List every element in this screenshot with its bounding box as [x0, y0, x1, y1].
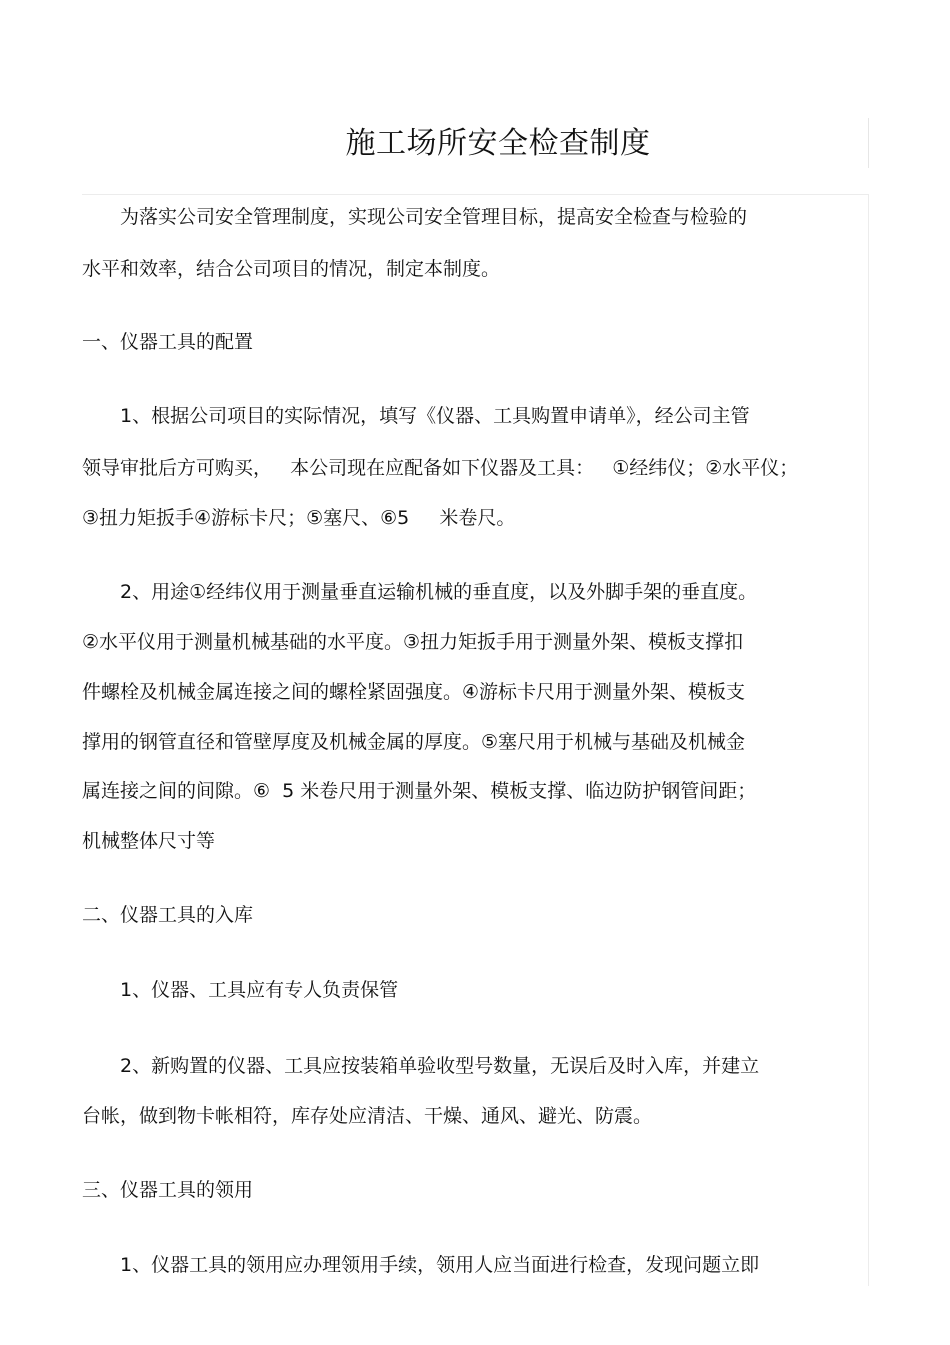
intro-line-1: 为落实公司安全管理制度，实现公司安全管理目标，提高安全检查与检验的: [120, 206, 748, 228]
paragraph-line: ③扭力矩扳手④游标卡尺；⑤塞尺、⑥5 米卷尺。: [82, 507, 516, 529]
paragraph-line: 台帐，做到物卡帐相符，库存处应清洁、干燥、通风、避光、防震。: [82, 1105, 653, 1127]
intro-line-2: 水平和效率，结合公司项目的情况，制定本制度。: [82, 258, 501, 280]
paragraph-line: 2、新购置的仪器、工具应按装箱单验收型号数量，无误后及时入库，并建立: [120, 1055, 760, 1077]
paragraph-line: 1、根据公司项目的实际情况，填写《仪器、工具购置申请单》，经公司主管: [120, 405, 750, 427]
paragraph-line: 属连接之间的间隙。⑥ 5 米卷尺用于测量外架、模板支撑、临边防护钢管间距；: [82, 780, 757, 802]
paragraph-line: 2、用途①经纬仪用于测量垂直运输机械的垂直度，以及外脚手架的垂直度。: [120, 581, 758, 603]
paragraph-line: 撑用的钢管直径和管壁厚度及机械金属的厚度。⑤塞尺用于机械与基础及机械金: [82, 731, 746, 753]
section-heading-2: 二、仪器工具的入库: [82, 904, 254, 926]
section-heading-3: 三、仪器工具的领用: [82, 1179, 254, 1201]
paragraph-line: ②水平仪用于测量机械基础的水平度。③扭力矩扳手用于测量外架、模板支撑扣: [82, 631, 744, 653]
paragraph-line: 1、仪器、工具应有专人负责保管: [120, 979, 399, 1001]
paragraph-line: 领导审批后方可购买， 本公司现在应配备如下仪器及工具： ①经纬仪；②水平仪；: [82, 457, 799, 479]
paragraph-line: 机械整体尺寸等: [82, 830, 216, 852]
paragraph-line: 件螺栓及机械金属连接之间的螺栓紧固强度。④游标卡尺用于测量外架、模板支: [82, 681, 746, 703]
page-edge-line: [868, 194, 869, 1286]
paragraph-line: 1、仪器工具的领用应办理领用手续，领用人应当面进行检查，发现问题立即: [120, 1254, 760, 1276]
document-title: 施工场所安全检查制度: [345, 126, 651, 161]
section-heading-1: 一、仪器工具的配置: [82, 331, 254, 353]
header-divider: [82, 194, 868, 195]
